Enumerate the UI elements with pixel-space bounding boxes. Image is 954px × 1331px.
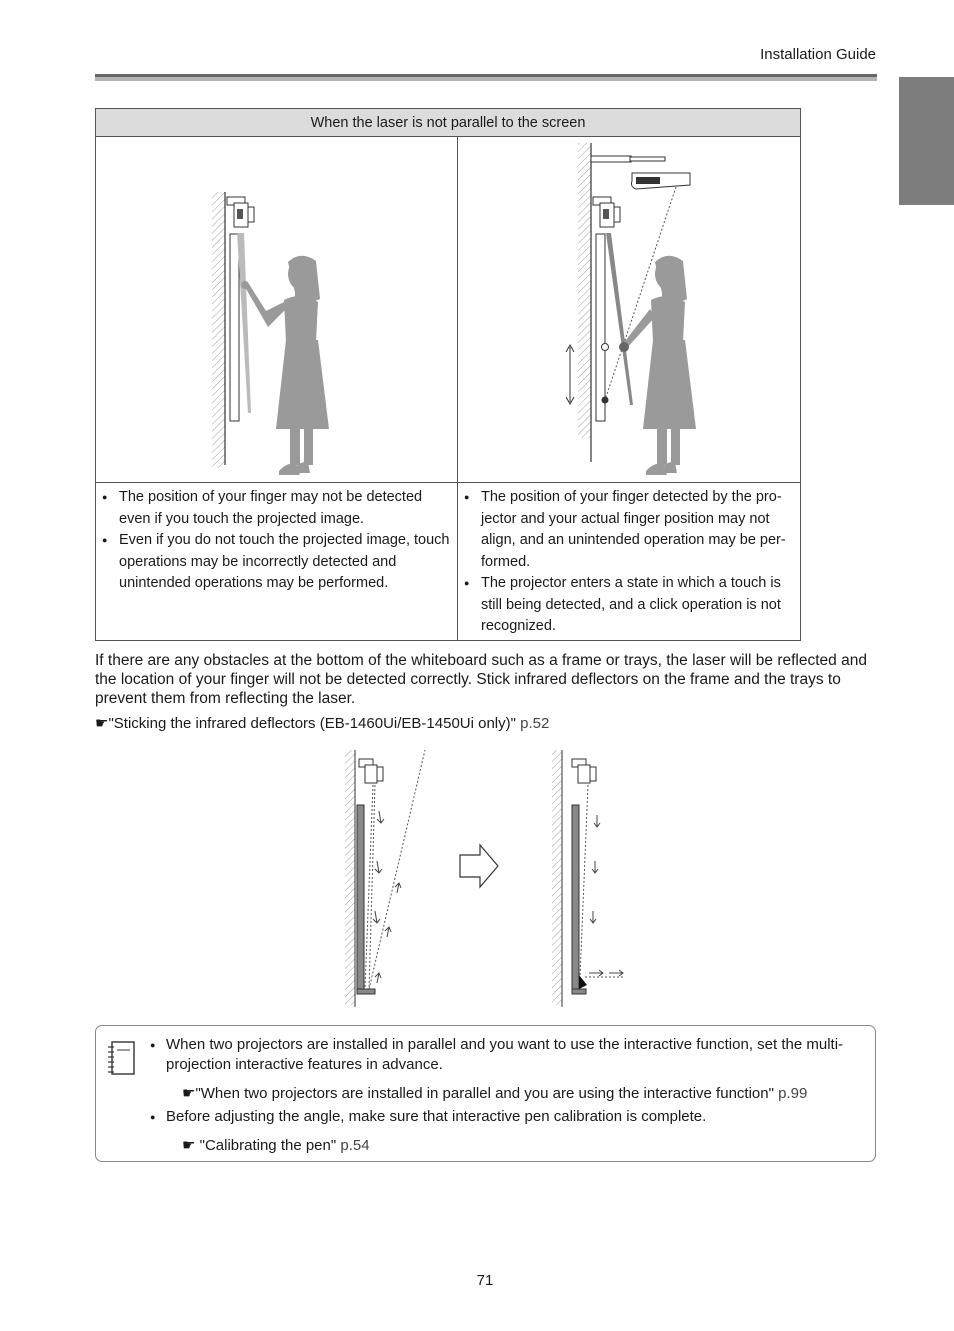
cross-reference[interactable]	[95, 714, 549, 732]
list-item: ● The position of your finger detected by the pro-jector and your actual finger position may not align, and an unintended operation may be per-formed.	[464, 487, 794, 573]
header-title: Installation Guide	[760, 46, 876, 63]
tilted-laser-illustration	[458, 137, 801, 482]
table-heading: When the laser is not parallel to the screen	[96, 109, 801, 137]
pointing-hand-icon: ☛	[95, 715, 109, 732]
illustration-cell-left	[96, 137, 458, 483]
page-number: 71	[476, 1272, 494, 1289]
list-item: ● Even if you do not touch the projected image, touch operations may be incorrectly detected and unintended operations may be performed.	[102, 530, 451, 595]
note-reference[interactable]: ☛ "Calibrating the pen" p.54	[182, 1137, 370, 1154]
note-item: ● When two projectors are installed in parallel and you want to use the interactive function, set the multi-projection interactive features in advance. ☛"When two projectors are installed in parallel and you are using the interactive function" p.99	[150, 1035, 867, 1104]
header-rule	[95, 74, 877, 81]
right-description-cell	[458, 483, 801, 641]
list-item: ● The position of your finger may not be detected even if you touch the projected image.	[102, 487, 451, 530]
note-reference[interactable]: ☛"When two projectors are installed in parallel and you are using the interactive function" p.99	[182, 1085, 808, 1102]
body-paragraph: If there are any obstacles at the bottom of the whiteboard such as a frame or trays, the laser will be reflected and the location of your finger will not be detected correctly. Stick infrared deflectors on the frame and the trays to prevent them from reflecting the laser.	[95, 652, 867, 707]
chapter-tab	[899, 77, 954, 205]
illustration-cell-right	[458, 137, 801, 483]
comparison-table	[95, 108, 801, 641]
note-item: ● Before adjusting the angle, make sure that interactive pen calibration is complete. ☛ "Calibrating the pen" p.54	[150, 1107, 867, 1156]
pointing-hand-icon: ☛	[182, 1085, 196, 1102]
infrared-deflector-figure	[335, 745, 635, 1013]
person-touching-board-illustration	[96, 137, 458, 482]
notebook-icon	[105, 1040, 137, 1076]
note-box	[95, 1025, 876, 1162]
xref-text[interactable]: "Sticking the infrared deflectors (EB-1460Ui/EB-1450Ui only)"	[108, 715, 516, 732]
left-description-cell	[96, 483, 458, 641]
xref-page[interactable]: p.52	[520, 715, 550, 732]
right-arrow-icon	[460, 845, 498, 887]
pointing-hand-icon: ☛	[182, 1137, 196, 1154]
list-item: ● The projector enters a state in which a touch is still being detected, and a click operation is not recognized.	[464, 573, 794, 638]
